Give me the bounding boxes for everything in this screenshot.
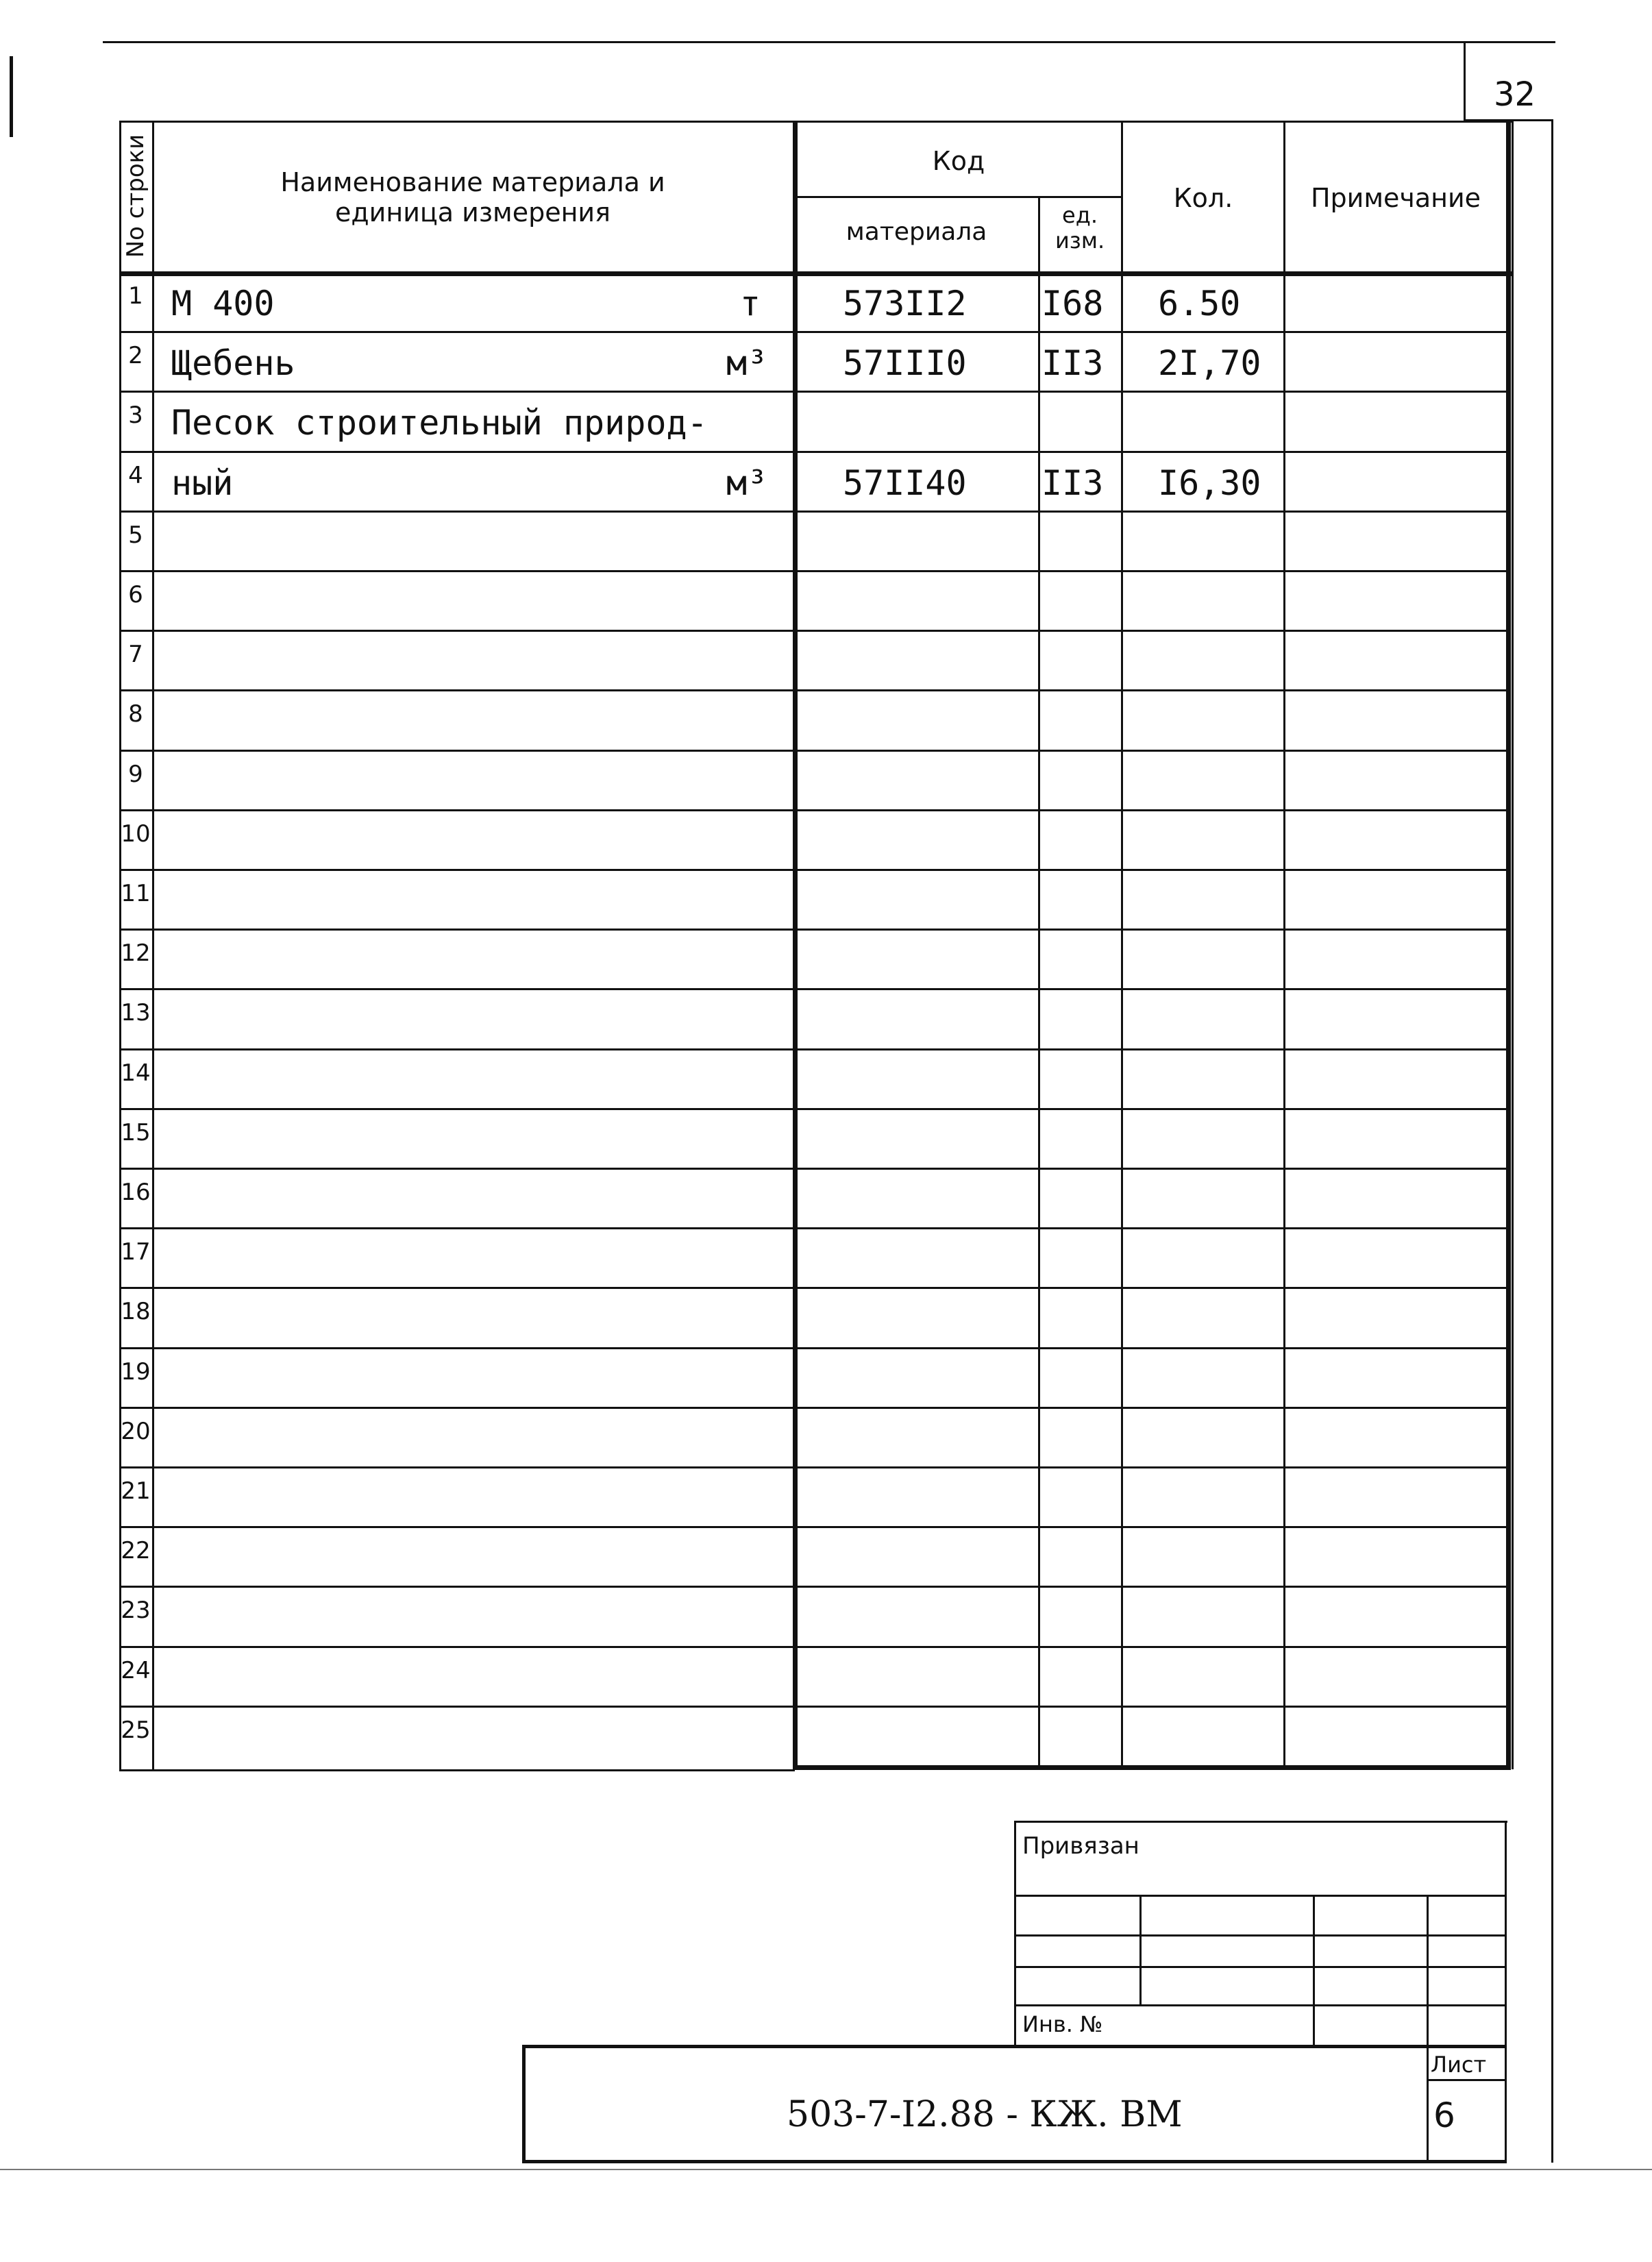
row-number: 23 [121,1597,151,1625]
stamp-col-3 [1427,1895,1429,2163]
row-divider [119,1586,1510,1588]
top-border [103,41,1555,43]
unit-code: II3 [1041,343,1104,384]
row-no-header: No строки [122,134,149,258]
stamp-top [1014,1821,1507,1823]
row-number: 15 [121,1118,151,1146]
row-divider [119,1466,1510,1468]
row-number: 17 [121,1238,151,1266]
row-number: 16 [121,1179,151,1206]
note-header: Примечание [1310,183,1481,213]
quantity-value: 2I,70 [1158,343,1261,384]
row-number: 13 [121,999,151,1027]
stamp-line-1 [1014,1895,1506,1897]
material-code: 57III0 [843,343,967,384]
row-divider [119,809,1510,811]
row-divider [119,1407,1510,1409]
row-divider [119,570,1510,572]
row-number: 21 [121,1477,151,1505]
page-number-box-left [1464,42,1466,119]
quantity-value: I6,30 [1158,463,1261,503]
code-header: Код [932,146,985,176]
unit-symbol: т [739,284,761,323]
stamp-line-2 [1014,1934,1506,1937]
row-divider [119,1168,1510,1170]
sheet-value: 6 [1433,2095,1455,2135]
unit-code: I68 [1041,284,1104,323]
left-binding-mark [10,56,13,137]
title-top [522,2045,1506,2048]
header-bottom [119,271,1514,276]
qty-col-left [1121,121,1123,1769]
document-designation: 503-7-I2.88 - КЖ. ВМ [787,2094,1183,2135]
row-divider [119,451,1510,453]
row-number: 18 [121,1298,151,1326]
material-name: М 400 [171,284,275,323]
row-number: 22 [121,1537,151,1565]
stamp-col-2 [1313,1895,1315,2047]
row-divider [119,1526,1510,1528]
unit-code-header: ед. изм. [1055,202,1105,254]
row-number: 4 [128,461,143,489]
table-outer-right [1512,121,1514,1769]
unit-code: II3 [1041,463,1104,503]
row-divider [119,1287,1510,1289]
stamp-right [1505,1821,1507,2163]
row-number: 3 [128,402,143,430]
inv-label: Инв. № [1022,2011,1103,2037]
right-frame-line [1551,121,1553,2163]
table-top-border [119,121,1514,123]
row-divider [119,630,1510,632]
unit-symbol: м³ [726,463,768,503]
row-number: 2 [128,342,143,370]
stamp-line-4 [1014,2004,1506,2006]
row-divider [119,750,1510,752]
sheet-label: Лист [1431,2052,1487,2078]
unit-col-left [1038,196,1040,1769]
code-subheader-line [793,196,1123,198]
row-divider [119,391,1510,393]
material-name: Щебень [171,343,295,384]
row-number: 10 [121,820,151,848]
table-right-border [1506,121,1511,1769]
row-divider [119,869,1510,871]
material-name: ный [171,463,234,503]
row-divider [119,1706,1510,1708]
row-number: 6 [128,581,143,608]
row-divider [119,929,1510,931]
table-bottom [793,1765,1511,1770]
row-number: 20 [121,1417,151,1445]
sheet-label-line [1427,2079,1506,2081]
stamp-line-3 [1014,1966,1506,1968]
code-col-left [793,121,798,1769]
row-number: 19 [121,1357,151,1386]
row-number: 12 [121,939,151,968]
row-divider [119,1347,1510,1349]
row-number: 8 [128,700,143,728]
bound-label: Привязан [1022,1832,1139,1860]
row-number: 1 [128,282,143,310]
bottom-scan-edge [0,2169,1652,2170]
rownum-divider [152,121,154,1769]
row-number: 24 [121,1656,151,1684]
page-number: 32 [1494,75,1536,114]
material-code-header: материала [846,218,987,246]
quantity-header: Кол. [1173,183,1233,213]
row-number: 14 [121,1059,151,1087]
row-divider [119,1048,1510,1050]
row-number: 25 [121,1716,151,1744]
material-name: Песок строительный природ- [171,403,708,443]
row-divider [119,1108,1510,1110]
table-bottom-left [119,1769,795,1771]
material-code: 57II40 [843,463,967,503]
stamp-col-1 [1139,1895,1142,2004]
row-divider [119,331,1510,333]
row-divider [119,988,1510,990]
material-code: 573II2 [843,284,967,323]
row-number: 9 [128,760,143,788]
stamp-left [1014,1821,1016,2047]
row-divider [119,689,1510,691]
row-divider [119,1227,1510,1229]
row-divider [119,511,1510,513]
row-divider [119,1646,1510,1648]
row-number: 11 [121,880,151,907]
quantity-value: 6.50 [1158,284,1241,323]
note-col-left [1283,121,1285,1769]
row-number: 5 [128,521,143,549]
unit-symbol: м³ [726,343,768,384]
title-left [522,2045,526,2163]
row-number: 7 [128,641,143,669]
name-header: Наименование материала и единица измерения [280,167,665,228]
title-bottom [522,2160,1506,2163]
